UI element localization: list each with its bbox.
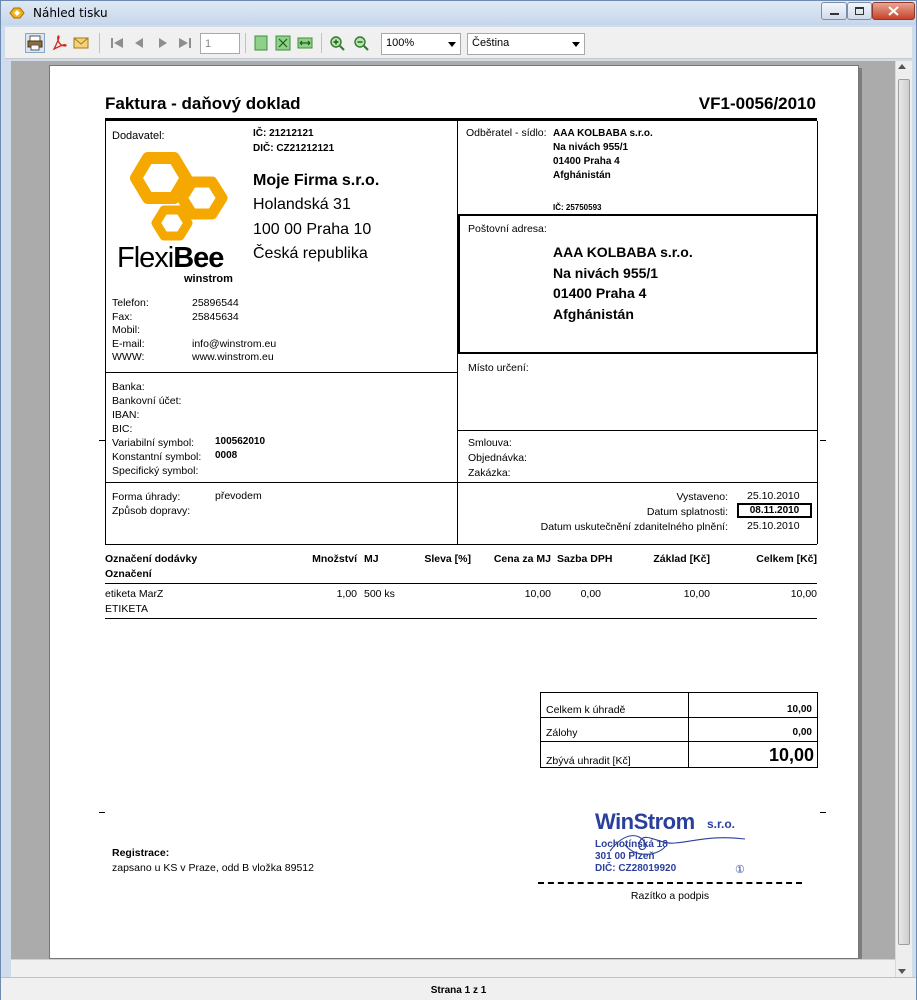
taxable-value: 25.10.2010 [747, 520, 800, 532]
logo-text-bee: Bee [173, 242, 224, 274]
account-label: Bankovní účet: [112, 395, 182, 407]
col-base-header: Základ [Kč] [653, 553, 710, 565]
fax-label: Fax: [112, 310, 133, 323]
zoom-in-button[interactable] [327, 33, 347, 53]
supplier-dic: DIČ: CZ21212121 [253, 143, 335, 154]
whole-page-button[interactable] [251, 33, 271, 53]
totals-row-rule [541, 741, 817, 742]
item-base: 10,00 [683, 588, 710, 600]
item-total: 10,00 [790, 588, 817, 600]
order-label: Objednávka: [468, 452, 527, 464]
supplier-ic: IČ: 21212121 [253, 128, 314, 139]
preview-viewport[interactable] [11, 61, 895, 977]
www-value: www.winstrom.eu [192, 351, 274, 363]
mobile-label: Mobil: [112, 324, 141, 336]
fold-mark [99, 812, 105, 813]
customer-street: Na nivách 955/1 [553, 142, 629, 153]
page-indicator: Strana 1 z 1 [430, 985, 487, 996]
fold-mark [820, 812, 826, 813]
contact-labels [112, 297, 149, 365]
col-price-header: Cena za MJ [493, 553, 551, 565]
minimize-button[interactable] [821, 2, 847, 20]
page-width-icon [297, 35, 313, 51]
contract-labels [468, 436, 527, 481]
taxable-label: Datum uskutečnění zdanitelného plnění: [540, 521, 728, 533]
payment-method-label: Forma úhrady: [112, 491, 181, 503]
destination-label: Místo určení: [468, 362, 529, 374]
col-vat-header: Sazba DPH [557, 553, 613, 565]
signature-scribble [605, 829, 755, 859]
col-desc2-header: Označení [105, 568, 152, 580]
email-label: E-mail: [112, 337, 145, 350]
payment-labels [112, 490, 190, 518]
stamp-dic: DIČ: CZ28019920 [595, 863, 677, 874]
supplier-label: Dodavatel: [112, 130, 165, 142]
vertical-scrollbar[interactable] [895, 61, 912, 977]
contact-values [192, 297, 276, 365]
box-divider [105, 544, 817, 545]
iban-label: IBAN: [112, 409, 140, 421]
close-button[interactable] [872, 2, 915, 20]
registration-label: Registrace: [112, 847, 170, 859]
email-button[interactable] [71, 33, 91, 53]
delivery-method-label: Způsob dopravy: [112, 505, 191, 517]
remaining-label: Zbývá uhradit [Kč] [546, 755, 631, 767]
whole-page-icon [253, 35, 269, 51]
postal-country: Afghánistán [553, 305, 634, 322]
supplier-city: 100 00 Praha 10 [253, 221, 372, 238]
logo-text-flexi: Flexi [117, 242, 174, 274]
remaining-value: 10,00 [768, 745, 814, 765]
registration-text: zapsano u KS v Praze, odd B vložka 89512 [112, 862, 314, 874]
scroll-down-icon[interactable] [898, 969, 906, 974]
stamp-street: Lochotínská 18 [595, 839, 668, 850]
col-unit-header: MJ [364, 553, 379, 565]
page-width-button[interactable] [295, 33, 315, 53]
items-end-rule [105, 618, 817, 619]
window-title: Náhled tisku [33, 6, 108, 20]
col-total-header: Celkem [Kč] [756, 553, 817, 565]
item-price: 10,00 [524, 588, 551, 600]
deposit-label: Zálohy [546, 727, 578, 739]
contract-label: Smlouva: [468, 437, 512, 449]
envelope-icon [73, 36, 89, 50]
signature-label: Razítko a podpis [630, 890, 710, 902]
previous-page-button[interactable] [129, 33, 149, 53]
status-bar [1, 977, 916, 1000]
stamp-suffix: s.r.o. [707, 817, 736, 831]
email-value: info@winstrom.eu [192, 337, 277, 350]
col-desc-header: Označení dodávky [105, 553, 198, 565]
fit-page-button[interactable] [273, 33, 293, 53]
company-stamp [595, 809, 795, 881]
item-desc2: ETIKETA [105, 603, 148, 615]
phone-label: Telefon: [112, 297, 149, 309]
first-page-icon [110, 36, 124, 50]
stamp-city: 301 00 Plzeň [595, 851, 655, 862]
postal-name: AAA KOLBABA s.r.o. [553, 244, 693, 260]
toolbar-separator [99, 33, 100, 53]
item-qty: 1,00 [336, 588, 357, 600]
postal-city: 01400 Praha 4 [553, 285, 647, 301]
date-labels [480, 490, 728, 535]
totals-divider [688, 693, 689, 767]
total-label: Celkem k úhradě [546, 704, 626, 716]
app-icon [9, 6, 25, 20]
variable-symbol-value: 100562010 [215, 436, 266, 447]
customer-country: Afghánistán [553, 170, 611, 181]
maximize-button[interactable] [847, 2, 872, 20]
toolbar [5, 27, 912, 59]
fax-value: 25845634 [192, 310, 239, 323]
www-label: WWW: [112, 351, 145, 363]
invoice-page [49, 65, 859, 959]
chevron-down-icon [572, 42, 580, 47]
logo-wordmark [117, 242, 223, 274]
zoom-value: 100% [386, 37, 415, 49]
scroll-up-icon[interactable] [898, 64, 906, 69]
variable-symbol-label: Variabilní symbol: [112, 437, 195, 449]
flexibee-logo [128, 150, 240, 245]
item-vat: 0,00 [580, 588, 601, 600]
issued-value: 25.10.2010 [747, 490, 800, 502]
deposit-value: 0,00 [792, 727, 812, 738]
toolbar-separator [245, 33, 246, 53]
item-desc: etiketa MarZ [105, 588, 164, 600]
supplier-name: Moje Firma s.r.o. [253, 172, 380, 189]
box-divider [105, 372, 457, 373]
box-left-border [105, 121, 106, 544]
language-value: Čeština [472, 37, 510, 49]
postal-label: Poštovní adresa: [468, 223, 547, 235]
mobile-value [192, 324, 276, 338]
next-page-icon [156, 36, 170, 50]
box-divider [457, 430, 817, 431]
close-icon [888, 6, 899, 16]
language-select[interactable] [467, 33, 585, 55]
stamp-company: WinStrom [595, 809, 695, 834]
scroll-thumb[interactable] [898, 79, 910, 945]
pdf-icon [51, 35, 67, 51]
title-rule [105, 118, 817, 121]
customer-address [553, 127, 653, 183]
last-page-icon [178, 36, 192, 50]
print-button[interactable] [25, 33, 45, 53]
customer-ic: IČ: 25750593 [553, 203, 602, 212]
fold-mark [820, 440, 826, 441]
due-value: 08.11.2010 [749, 505, 800, 516]
zoom-out-button[interactable] [351, 33, 371, 53]
pdf-export-button[interactable] [49, 33, 69, 53]
stamp-number: ① [735, 864, 745, 876]
totals-row-rule [541, 717, 817, 718]
supplier-street: Holandská 31 [253, 196, 351, 213]
constant-symbol-label: Konstantní symbol: [112, 451, 202, 463]
col-discount-header: Sleva [%] [424, 553, 471, 565]
minimize-icon [830, 13, 839, 15]
item-unit: 500 ks [364, 588, 395, 600]
maximize-icon [855, 7, 864, 15]
bic-label: BIC: [112, 423, 133, 435]
document-number: VF1-0056/2010 [698, 94, 816, 113]
title-bar [1, 1, 916, 25]
last-page-button[interactable] [175, 33, 195, 53]
customer-city: 01400 Praha 4 [553, 156, 620, 167]
chevron-down-icon [448, 42, 456, 47]
zoom-out-icon [353, 35, 369, 51]
previous-page-icon [132, 36, 146, 50]
first-page-button[interactable] [107, 33, 127, 53]
due-date-box [737, 503, 812, 518]
issued-label: Vystaveno: [676, 491, 728, 503]
payment-method-value: převodem [215, 490, 262, 502]
due-label: Datum splatnosti: [646, 506, 728, 518]
fold-mark [99, 440, 105, 441]
zoom-in-icon [329, 35, 345, 51]
toolbar-separator [321, 33, 322, 53]
logo-subtext: winstrom [184, 273, 233, 285]
customer-name: AAA KOLBABA s.r.o. [553, 128, 653, 139]
box-divider [105, 482, 817, 483]
postal-street: Na nivách 955/1 [553, 264, 659, 281]
fit-page-icon [275, 35, 291, 51]
items-header-rule [105, 583, 817, 584]
constant-symbol-value: 0008 [215, 450, 238, 461]
customer-label: Odběratel - sídlo: [466, 127, 547, 139]
col-qty-header: Množství [312, 553, 357, 565]
specific-symbol-label: Specifický symbol: [112, 465, 199, 477]
next-page-button[interactable] [153, 33, 173, 53]
total-value: 10,00 [786, 704, 812, 715]
horizontal-scrollbar[interactable] [11, 959, 895, 977]
print-icon [27, 35, 43, 51]
postal-address [553, 242, 693, 324]
supplier-country: Česká republika [253, 245, 368, 262]
job-label: Zakázka: [468, 467, 511, 479]
bank-labels [112, 380, 201, 478]
bank-label: Banka: [112, 381, 145, 393]
totals-box [540, 692, 818, 768]
signature-line [538, 882, 802, 884]
document-title: Faktura - daňový doklad [105, 94, 301, 113]
zoom-select[interactable] [381, 33, 461, 55]
phone-value: 25896544 [192, 297, 239, 309]
page-number-input[interactable] [200, 33, 240, 54]
postal-address-box [458, 214, 818, 354]
